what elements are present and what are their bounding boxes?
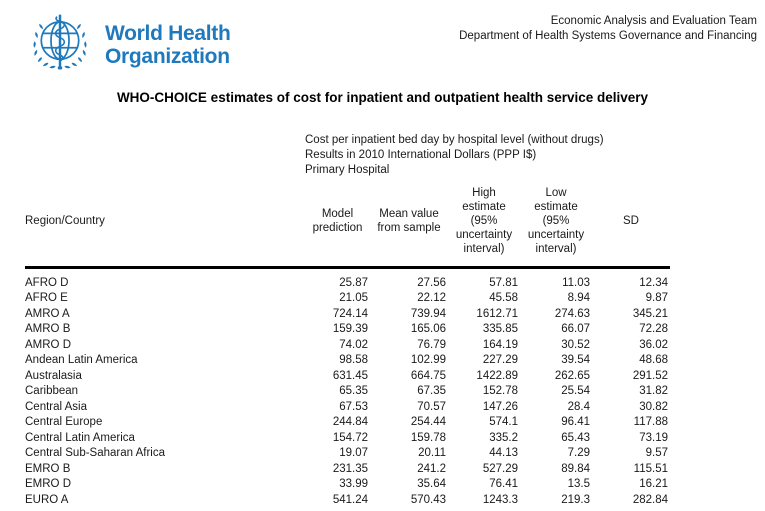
who-emblem-icon	[22, 6, 98, 78]
region-cell: Central Latin America	[25, 431, 135, 444]
value-cell: 57.81	[489, 276, 518, 289]
value-cell: 31.82	[639, 385, 668, 397]
value-cell: 65.35	[339, 385, 368, 397]
value-cell: 66.07	[561, 323, 590, 335]
table-row	[25, 353, 670, 369]
wordmark-line1: World Health	[105, 22, 231, 45]
value-cell: 45.58	[489, 292, 518, 304]
region-cell: Andean Latin America	[25, 354, 138, 366]
value-cell: 33.99	[339, 478, 368, 490]
region-cell: Australasia	[25, 369, 82, 382]
value-cell: 335.2	[489, 431, 518, 444]
value-cell: 20.11	[418, 447, 446, 459]
table-row	[25, 291, 670, 307]
value-cell: 282.84	[632, 493, 668, 506]
table-row	[25, 462, 670, 478]
value-cell: 89.84	[561, 462, 590, 475]
region-cell: Central Europe	[25, 416, 103, 428]
page-title: WHO-CHOICE estimates of cost for inpatient and outpatient health service delivery	[116, 90, 649, 105]
value-cell: 1422.89	[476, 369, 518, 382]
table-row	[25, 400, 670, 416]
value-cell: 35.64	[417, 478, 446, 490]
value-cell: 76.41	[489, 478, 518, 490]
region-cell: Central Sub-Saharan Africa	[25, 447, 165, 459]
region-cell: AMRO B	[25, 323, 71, 335]
value-cell: 25.54	[561, 385, 590, 397]
value-cell: 98.58	[339, 354, 368, 366]
value-cell: 570.43	[410, 493, 446, 506]
team-line2: Department of Health Systems Governance and Financing	[459, 30, 757, 42]
subtitle-line1: Cost per inpatient bed day by hospital level (without drugs)	[305, 134, 604, 146]
value-cell: 74.02	[339, 338, 368, 351]
table-row	[25, 493, 670, 509]
table-row	[25, 431, 670, 447]
value-cell: 164.19	[482, 338, 518, 351]
col-header-sd: SD	[592, 185, 670, 267]
value-cell: 25.87	[339, 276, 368, 289]
value-cell: 36.02	[639, 338, 668, 351]
value-cell: 19.07	[339, 447, 368, 459]
table-header	[25, 185, 670, 267]
value-cell: 345.21	[632, 307, 668, 320]
value-cell: 1243.3	[482, 493, 518, 506]
value-cell: 274.63	[554, 307, 590, 320]
value-cell: 102.99	[410, 354, 446, 366]
value-cell: 44.13	[489, 447, 518, 459]
col-header-region: Region/Country	[25, 185, 305, 267]
col-header-high-estimate: High estimate (95% uncertainty interval)	[448, 185, 520, 267]
value-cell: 73.19	[639, 431, 668, 444]
value-cell: 115.51	[633, 462, 668, 475]
col-header-mean-value: Mean value from sample	[370, 185, 448, 267]
value-cell: 65.43	[561, 431, 590, 444]
value-cell: 27.56	[417, 276, 446, 289]
value-cell: 30.52	[561, 338, 590, 351]
team-block	[459, 14, 757, 44]
value-cell: 159.78	[410, 431, 446, 444]
value-cell: 219.3	[561, 493, 590, 506]
subtitle-line3: Primary Hospital	[305, 164, 390, 176]
value-cell: 7.29	[567, 447, 590, 459]
value-cell: 67.53	[339, 400, 368, 413]
value-cell: 12.34	[639, 276, 668, 289]
value-cell: 664.75	[410, 369, 446, 382]
region-cell: AMRO D	[25, 338, 71, 351]
col-header-low-estimate: Low estimate (95% uncertainty interval)	[520, 185, 592, 267]
value-cell: 147.26	[482, 400, 518, 413]
value-cell: 254.44	[410, 416, 446, 428]
value-cell: 22.12	[417, 292, 446, 304]
value-cell: 631.45	[332, 369, 368, 382]
value-cell: 241.2	[417, 462, 446, 475]
value-cell: 13.5	[567, 478, 590, 490]
wordmark-line2: Organization	[105, 45, 230, 68]
table-row	[25, 384, 670, 400]
table-row	[25, 307, 670, 323]
table-subtitle	[305, 133, 604, 178]
value-cell: 739.94	[410, 307, 446, 320]
region-cell: EMRO D	[25, 478, 71, 490]
table-row	[25, 415, 670, 431]
value-cell: 262.65	[554, 369, 590, 382]
value-cell: 72.28	[639, 323, 668, 335]
value-cell: 335.85	[482, 323, 518, 335]
value-cell: 8.94	[567, 292, 590, 304]
who-wordmark	[105, 22, 231, 68]
region-cell: AMRO A	[25, 307, 70, 320]
table-row	[25, 369, 670, 385]
value-cell: 16.21	[639, 478, 668, 490]
value-cell: 9.87	[645, 292, 668, 304]
value-cell: 244.84	[332, 416, 368, 428]
value-cell: 291.52	[632, 369, 668, 382]
col-header-model-prediction: Model prediction	[305, 185, 370, 267]
cost-table-wrap	[25, 185, 670, 508]
team-line1: Economic Analysis and Evaluation Team	[550, 15, 757, 27]
table-body	[25, 267, 670, 508]
value-cell: 159.39	[332, 323, 368, 335]
table-row	[25, 322, 670, 338]
value-cell: 117.88	[633, 416, 668, 428]
region-cell: AFRO E	[25, 292, 68, 304]
value-cell: 154.72	[332, 431, 368, 444]
table-row	[25, 446, 670, 462]
value-cell: 574.1	[489, 416, 518, 428]
value-cell: 724.14	[332, 307, 368, 320]
region-cell: Central Asia	[25, 400, 88, 413]
region-cell: Caribbean	[25, 385, 79, 397]
value-cell: 96.41	[561, 416, 590, 428]
value-cell: 231.35	[332, 462, 368, 475]
region-cell: EMRO B	[25, 462, 71, 475]
value-cell: 541.24	[332, 493, 368, 506]
value-cell: 227.29	[482, 354, 518, 366]
value-cell: 48.68	[639, 354, 668, 366]
value-cell: 70.57	[417, 400, 446, 413]
value-cell: 21.05	[339, 292, 368, 304]
table-row	[25, 338, 670, 354]
region-cell: EURO A	[25, 493, 69, 506]
value-cell: 30.82	[639, 400, 668, 413]
value-cell: 67.35	[417, 385, 446, 397]
subtitle-line2: Results in 2010 International Dollars (PPP I$)	[305, 149, 537, 161]
value-cell: 527.29	[482, 462, 518, 475]
value-cell: 1612.71	[476, 307, 518, 320]
value-cell: 165.06	[410, 323, 446, 335]
region-cell: AFRO D	[25, 276, 69, 289]
value-cell: 28.4	[567, 400, 590, 413]
who-logo	[22, 6, 231, 78]
cost-table	[25, 185, 670, 508]
value-cell: 11.03	[562, 276, 590, 289]
value-cell: 76.79	[417, 338, 446, 351]
table-row	[25, 477, 670, 493]
value-cell: 152.78	[482, 385, 518, 397]
table-row	[25, 267, 670, 291]
value-cell: 39.54	[561, 354, 590, 366]
value-cell: 9.57	[645, 447, 668, 459]
